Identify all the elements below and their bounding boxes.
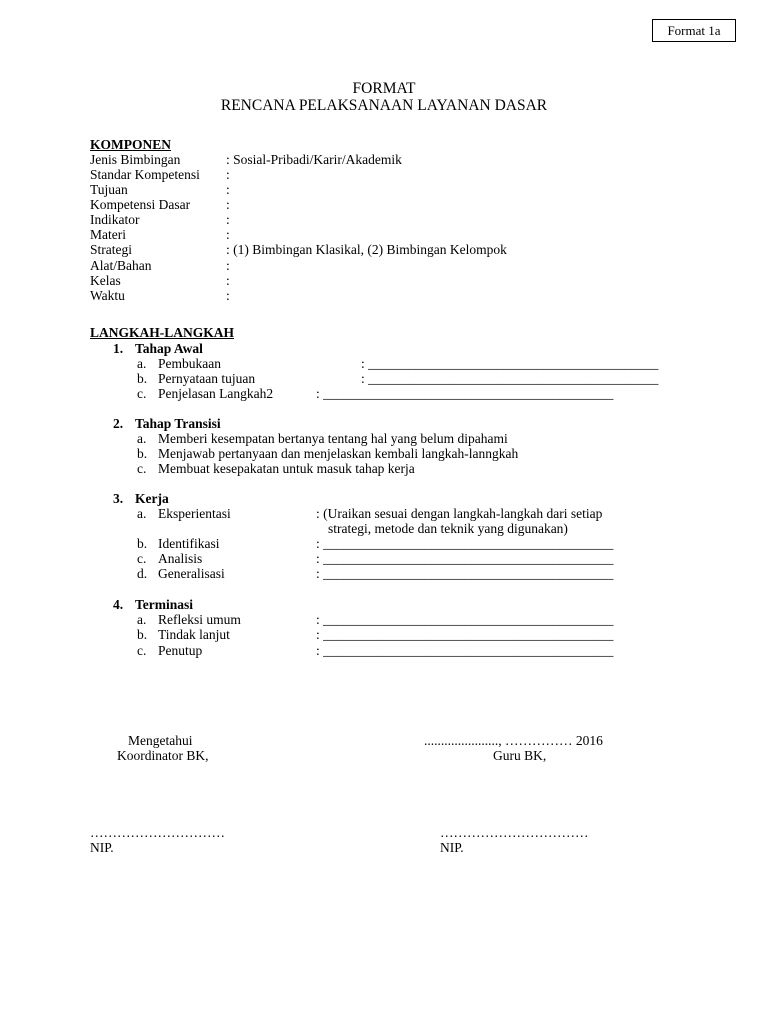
- komponen-label-alat: Alat/Bahan: [90, 258, 152, 273]
- komponen-value-tujuan: :: [226, 182, 230, 197]
- s3-item-label-analisis: Analisis: [158, 551, 203, 566]
- komponen-value-indikator: :: [226, 212, 230, 227]
- sig-right-name-dots: ……………………………: [440, 825, 589, 840]
- komponen-value-strategi: : (1) Bimbingan Klasikal, (2) Bimbingan Kelompok: [226, 242, 507, 257]
- s3-item-blank: : ___________________________________________: [316, 566, 614, 581]
- s1-item-label-pernyataan: Pernyataan tujuan: [158, 371, 256, 386]
- s1-item-letter: b.: [137, 371, 148, 386]
- s3-item-letter: c.: [137, 551, 147, 566]
- section-4-title: Terminasi: [135, 597, 194, 612]
- komponen-value-jenis: : Sosial-Pribadi/Karir/Akademik: [226, 152, 402, 167]
- komponen-label-standar: Standar Kompetensi: [90, 167, 200, 182]
- komponen-label-tujuan: Tujuan: [90, 182, 128, 197]
- s3-item-label-eksperientasi: Eksperientasi: [158, 506, 231, 521]
- s3-item-instruction: : (Uraikan sesuai dengan langkah-langkah dari setiap: [316, 506, 603, 521]
- s4-item-label-penutup: Penutup: [158, 643, 203, 658]
- sig-left-mengetahui: Mengetahui: [128, 733, 193, 748]
- s4-item-blank: : ___________________________________________: [316, 627, 614, 642]
- s1-item-label-penjelasan: Penjelasan Langkah2: [158, 386, 274, 401]
- komponen-label-waktu: Waktu: [90, 288, 125, 303]
- komponen-value-waktu: :: [226, 288, 230, 303]
- title-format: FORMAT: [352, 80, 416, 97]
- section-3-number: 3.: [113, 491, 124, 506]
- sig-right-guru: Guru BK,: [493, 748, 547, 763]
- s4-item-letter: c.: [137, 643, 147, 658]
- sig-left-nip: NIP.: [90, 840, 114, 855]
- s4-item-letter: a.: [137, 612, 147, 627]
- s4-item-label-refleksi: Refleksi umum: [158, 612, 241, 627]
- s2-item-label: Membuat kesepakatan untuk masuk tahap kerja: [158, 461, 415, 476]
- section-3-title: Kerja: [135, 491, 169, 506]
- komponen-label-kelas: Kelas: [90, 273, 121, 288]
- s1-item-letter: a.: [137, 356, 147, 371]
- s3-item-label-identifikasi: Identifikasi: [158, 536, 220, 551]
- s3-item-blank: : ___________________________________________: [316, 536, 614, 551]
- s4-item-label-tindak: Tindak lanjut: [158, 627, 230, 642]
- komponen-value-standar: :: [226, 167, 230, 182]
- s4-item-blank: : ___________________________________________: [316, 612, 614, 627]
- s1-item-blank: : ___________________________________________: [361, 371, 659, 386]
- sig-right-nip: NIP.: [440, 840, 464, 855]
- section-4-number: 4.: [113, 597, 124, 612]
- s3-item-letter: a.: [137, 506, 147, 521]
- komponen-label-kompetensi: Kompetensi Dasar: [90, 197, 191, 212]
- langkah-heading: LANGKAH-LANGKAH: [90, 325, 235, 340]
- s2-item-letter: a.: [137, 431, 147, 446]
- s1-item-blank: : ___________________________________________: [316, 386, 614, 401]
- komponen-label-indikator: Indikator: [90, 212, 140, 227]
- komponen-value-kelas: :: [226, 273, 230, 288]
- s1-item-letter: c.: [137, 386, 147, 401]
- s3-item-label-generalisasi: Generalisasi: [158, 566, 225, 581]
- komponen-value-kompetensi: :: [226, 197, 230, 212]
- section-1-title: Tahap Awal: [135, 341, 203, 356]
- s2-item-label: Menjawab pertanyaan dan menjelaskan kembali langkah-lanngkah: [158, 446, 519, 461]
- komponen-label-jenis: Jenis Bimbingan: [90, 152, 181, 167]
- komponen-value-alat: :: [226, 258, 230, 273]
- komponen-label-strategi: Strategi: [90, 242, 132, 257]
- s3-item-letter: b.: [137, 536, 148, 551]
- s1-item-blank: : ___________________________________________: [361, 356, 659, 371]
- s3-item-instruction-cont: strategi, metode dan teknik yang digunakan): [328, 521, 568, 536]
- format-label-box: Format 1a: [652, 19, 736, 42]
- s3-item-blank: : ___________________________________________: [316, 551, 614, 566]
- s2-item-label: Memberi kesempatan bertanya tentang hal yang belum dipahami: [158, 431, 508, 446]
- s4-item-letter: b.: [137, 627, 148, 642]
- komponen-heading: KOMPONEN: [90, 137, 171, 152]
- sig-left-name-dots: …………………………: [90, 825, 225, 840]
- title-rpl: RENCANA PELAKSANAAN LAYANAN DASAR: [220, 97, 548, 114]
- s2-item-letter: c.: [137, 461, 147, 476]
- komponen-value-materi: :: [226, 227, 230, 242]
- s3-item-letter: d.: [137, 566, 148, 581]
- komponen-label-materi: Materi: [90, 227, 126, 242]
- sig-right-date: ......................, …………… 2016: [424, 733, 603, 748]
- sig-left-koordinator: Koordinator BK,: [117, 748, 209, 763]
- s1-item-label-pembukaan: Pembukaan: [158, 356, 221, 371]
- section-1-number: 1.: [113, 341, 124, 356]
- section-2-number: 2.: [113, 416, 124, 431]
- s2-item-letter: b.: [137, 446, 148, 461]
- s4-item-blank: : ___________________________________________: [316, 643, 614, 658]
- section-2-title: Tahap Transisi: [135, 416, 221, 431]
